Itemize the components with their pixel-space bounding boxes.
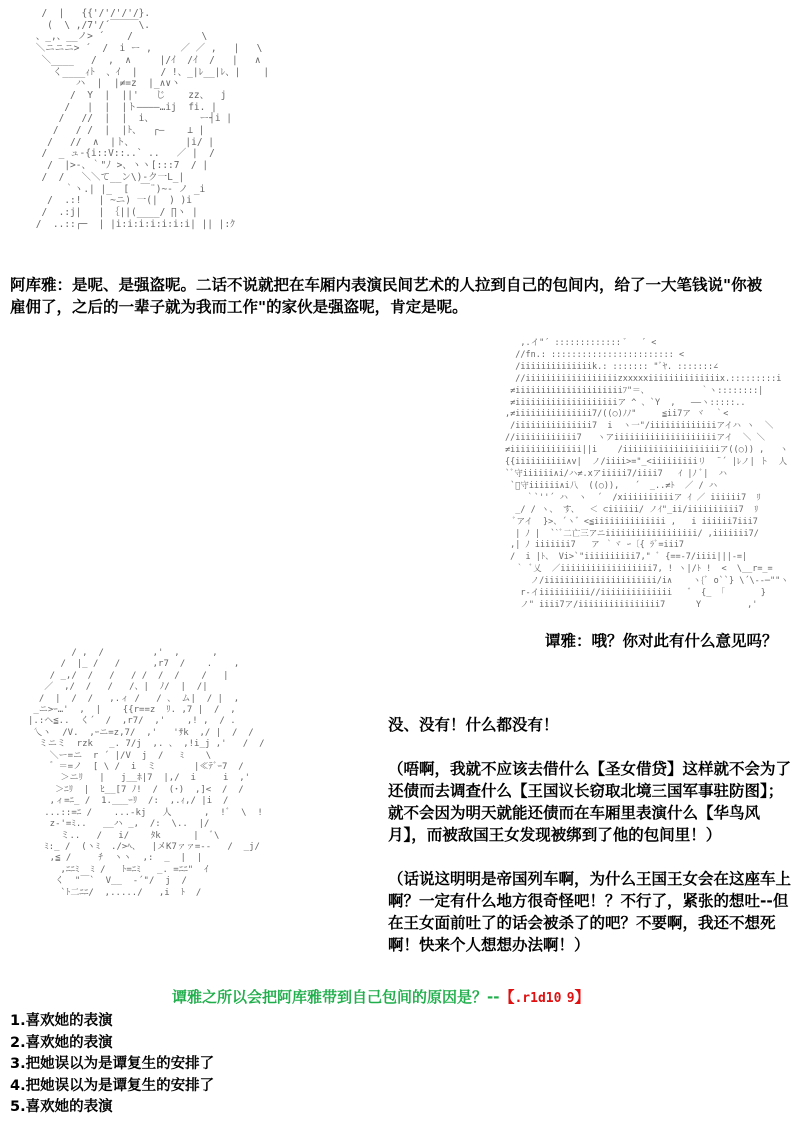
option-item: 2.喜欢她的表演: [10, 1034, 113, 1051]
option-item: 5.喜欢她的表演: [10, 1099, 113, 1115]
dice-bracket-close: 】: [574, 988, 590, 1006]
aqua-shout: 没、没有！什么都没有！: [388, 716, 559, 734]
ascii-art-tanya: ,.イ"´ ::::::::::::: ﾞ￣ ´ < //fn.: :::::::::::::::::::::::: < /iiiiiiiiiiiiiik.: ::::::: "ﾞﾔ. :::::::∠ //iiiiiiiiiiiiiiiiiizxxxxxiiiiiiiiiiiiiix.:::::::::i ≠iiiiiiiiiiiiiiiiiiiiiﾌ"＝、 ｀ヽ::::::::| ≠iiiiiiiiiiiiiiiiiiiiア ^ 、`Y , ――ヽ:::::.. ,≠iiiiiiiiiiiiiii7/((○)ﾉﾉ" ≦ii7ア ヾ ｀< /iiiiiiiiiiiiiii7 i ヽ一"/iiiiiiiiiiiiiアイハ ヽ ＼ //iiiiiiiiiiii7 ヽアiiiiiiiiiiiiiiiiiiiiアイ ＼ ＼ ≠iiiiiiiiiiiiii||i /iiiiiiiiiiiiiiiiiiiア((○)) , ヽ {{iiiiiiiiii∧v| ノ/iiii>="_<iiiiiiiiiリ ¨´ |ﾚノ| ト 人 `ﾞ守iiiiii∧i/ハ≠.xアiiiii7/iiii7 ｲ |ﾉ ﾞ| ハ `ﾞ守iiiiii∧i八 ((○)), ´ _..≠ﾄ ／ / ハ ｀`''´ ハ ヽ ´ /xiiiiiiiiiiア ｲ ／ iiiiii7 ﾘ _/ / ヽ、 す、 ＜ ⊂iiiiii/ ノｲ"_ii/iiiiiiiiii7 ﾘ ﾞアイ }>、´ヽ゛<≦iiiiiiiiiiiiii , i iiiiii7iii7 | ﾉ | ``ﾞ二亡三アニiiiiiiiiiiiiiiiiii/ ,iiiiiii7/ ,| ﾉ iiiiiii7 ア ｀ヾ ｰ〔{ ﾗﾞ=iii7 / i |ﾄ、 Vi>`"iiiiiiiiii7," ﾞ {==‐7/iiii|||‐=| ｀ ﾞ乂 ／iiiiiiiiiiiiiiiiii7, ! ヽ|/ﾄ ! < \__r=_= ノ/iiiiiiiiiiiiiiiiiiiiii/i∧ ヽ{ﾞ o``} \´\‐‐─""ヽ r-イiiiiiiiiii//iiiiiiiiiiiiii ゛ {_ 「 } ノ" iiii7ア/iiiiiiiiiiiiiiii7 Y ,': [505, 338, 789, 610]
dice-question: [172, 986, 590, 1007]
question-text: 谭雅之所以会把阿库雅带到自己包间的原因是？--: [172, 988, 500, 1006]
tanya-dialogue: 谭雅：哦？你对此有什么意见吗？: [545, 632, 778, 650]
ascii-art-aqua: / | {{'/'/'/'/}. ( \ ,/7'/´￣￣￣\. 、_,、__ノ> ´ / \ ＼ニニニ> ´ / i ー , ／ ／ , | \ ＼____ / , ∧ |/ｲ /ｲ / | ∧ く____ｨﾄ 、ｲ | / !、_|ﾚ__|ﾚ、| | ハ | |≠=z |_∧∨ヽ / Y | ||' じ zz、 j / | | |ト――――…ij fi. | / // | | i、 ー┤i | / / / | |ﾄ、 ┌― ⊥ | / // ∧ |ト、 |i/ | / _ ュ-{i::V::..` .. ／ | / / |>‐、｀"ﾉ >、ヽヽ[:::7 / | / / ＼＼て__ン\)-ク一L_| ｀ヽ.| |_ [ ￣¨)~‐ ノ _i / .:! | ~ニ) 一(| ) )i / .:j| | ｛||(____/ ∏ヽ | / ..::┌─ | |i:i:i:i:i:i:i| || |:ｸ: [35, 8, 270, 230]
option-item: 4.把她误以为是谭复生的安排了: [10, 1077, 215, 1094]
dice-command: .r1d10: [514, 991, 562, 1006]
dice-bracket-open: 【: [499, 988, 515, 1006]
aqua-thought-1: （唔啊，我就不应该去借什么【圣女借贷】这样就不会为了还债而去调查什么【王国议长窃取北境三国军事驻防图】；就不会因为明天就能还债而在车厢里表演什么【华鸟风月】，而被敌国王女发现被绑到了他的包间里！）: [388, 760, 792, 844]
aqua-dialogue-line-1: 阿库雅：是呢、是强盗呢。二话不说就把在车厢内表演民间艺术的人拉到自己的包间内，给了一大笔钱说"你被: [10, 276, 763, 294]
option-item: 1.喜欢她的表演: [10, 1013, 113, 1029]
ascii-art-aqua-nervous: / , / ,' , , / |_ / / ,r7 / . , / _,/ / / / / / / / | ／ ,/ / / /、| ﾉ/ | /| / | / / ,.ィ / / 、 ム| / | , _ニ>ｰ…' , | {{r==z ﾘ. ,7 | / , |.:ヘ≦.. く´ / ,r7/ ,' ,! , / . 乀ヽ /V. ,ｰニ=z,7/ ,' 'ｻk ,/ | / / ミニミ rzk _. 7/j ,. 、 ,!i_j ,' / / ＼ー=ニ r ´ |/V j / ﾐ \ ゛＝=ノ [ \ / i ミ |≪ﾃﾞｰ7 / ＞ニﾘ | j__ﾎ|7 |,/ i i ,' ＞ﾆﾘ | ﾋ__[7 ﾉ! / (･) ,]< / / ,ィ=ﾆ_ / 1.___ｰﾘ /: ,.ｨ,/ |i / ...::=ﾆ / ...-kj 人 , !ﾞ \ ! z‐'=ﾐ.. __ハ _, /: \.. |/ ミ.. / i/ ﾀk | ﾞ\ ﾐ:_ / (ヽﾐ ./>ﾍ、 |メK7ァァ=‐- / _j/ ,≦ / ﾁ ヽヽ ,: _ | | ,ﾆﾆﾐ ﾐ / ﾄ=ﾆﾐ _. =ﾆﾆ" ｲ く "￣` V__ ‐´"/ j / `ﾄ二ﾆﾆ/ ,...../ ,i ﾄ /: [28, 648, 265, 898]
aqua-thought-2: （话说这明明是帝国列车啊，为什么王国王女会在这座车上啊？一定有什么地方很奇怪吧！？不行了，紧张的想吐--但在王女面前吐了的话会被杀了的吧？不要啊，我还不想死啊！快来个人想想办法啊！）: [388, 870, 792, 954]
dice-result: 9: [566, 991, 575, 1006]
option-item: 3.把她误以为是谭复生的安排了: [10, 1056, 215, 1072]
aqua-dialogue-line-2: 雇佣了，之后的一辈子就为我而工作"的家伙是强盗呢，肯定是呢。: [10, 298, 468, 316]
options-list: [10, 1011, 214, 1119]
